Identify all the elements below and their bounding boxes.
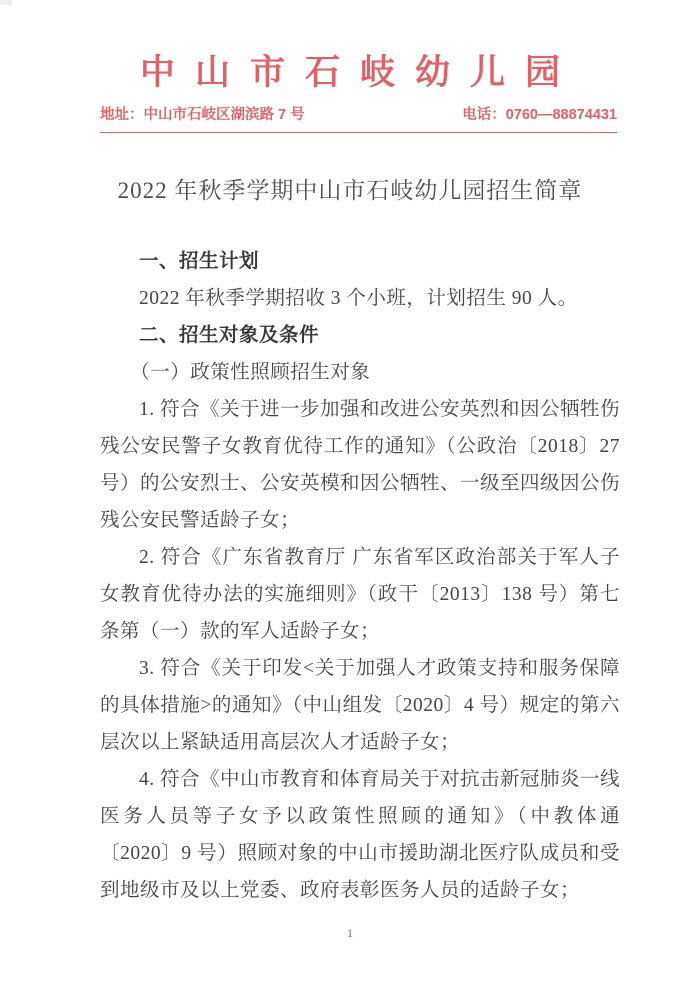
- section-heading: 一、招生计划: [139, 250, 260, 272]
- letterhead-contact-row: [100, 104, 617, 133]
- letterhead-address: 地址：中山市石岐区湖滨路 7 号: [100, 107, 305, 123]
- body-paragraph: 4. 符合《中山市教育和体育局关于对抗击新冠肺炎一线医务人员等子女予以政策性照顾的通知》（中教体通〔2020〕9 号）照顾对象的中山市援助湖北医疗队成员和受到地级市及以上党委、政府表彰医务人员的适龄子女；: [100, 769, 621, 901]
- scan-artifact: [0, 0, 12, 5]
- letterhead-org-name: 中山市石岐幼儿园: [139, 53, 580, 92]
- letterhead-phone: 电话：0760—88874431: [462, 107, 617, 123]
- page-number: 1: [347, 926, 353, 940]
- document-body: [100, 243, 620, 909]
- section-subheading: （一）政策性照顾招生对象: [130, 362, 371, 383]
- section-heading: 二、招生对象及条件: [139, 324, 320, 346]
- body-paragraph: 3. 符合《关于印发<关于加强人才政策支持和服务保障的具体措施>的通知》（中山组发〔2020〕4 号）规定的第六层次以上紧缺适用高层次人才适龄子女；: [100, 658, 620, 753]
- body-paragraph: 2. 符合《广东省教育厅 广东省军区政治部关于军人子女教育优待办法的实施细则》（政干〔2013〕138 号）第七条第（一）款的军人适龄子女；: [100, 547, 620, 642]
- body-paragraph: 2022 年秋季学期招收 3 个小班，计划招生 90 人。: [139, 288, 578, 309]
- document-title: 2022 年秋季学期中山市石岐幼儿园招生简章: [117, 178, 583, 203]
- body-paragraph: 1. 符合《关于进一步加强和改进公安英烈和因公牺牲伤残公安民警子女教育优待工作的通知》（公政治〔2018〕27 号）的公安烈士、公安英模和因公牺牲、一级至四级因公伤残公安民警适龄子女；: [100, 399, 621, 531]
